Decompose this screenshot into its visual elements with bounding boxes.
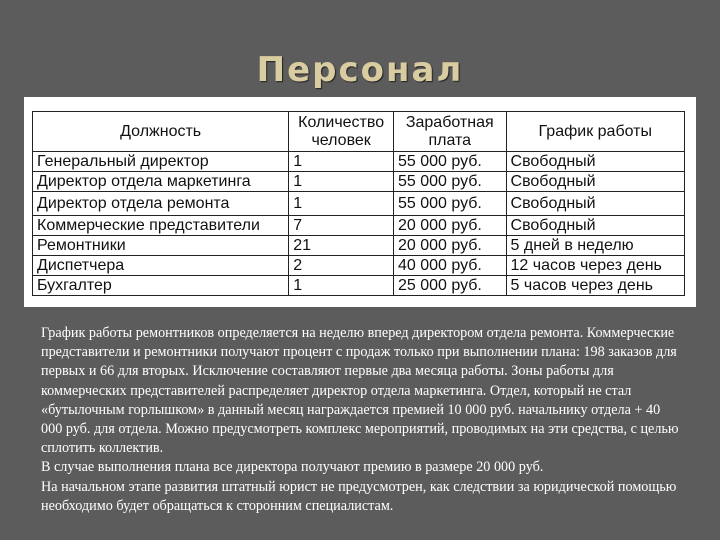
cell-schedule: Свободный [506, 172, 684, 192]
staff-table-panel [24, 97, 696, 307]
cell-salary: 20 000 руб. [393, 236, 506, 256]
header-salary: Заработная плата [393, 112, 506, 152]
header-position: Должность [33, 112, 289, 152]
staff-table [32, 111, 685, 296]
cell-position: Директор отдела ремонта [33, 192, 289, 216]
paragraph-director-bonus: В случае выполнения плана все директора получают премию в размере 20 000 руб. [41, 459, 544, 476]
table-header-row [33, 112, 685, 152]
table-row [33, 172, 685, 192]
cell-position: Ремонтники [33, 236, 289, 256]
header-schedule: График работы [506, 112, 684, 152]
cell-salary: 25 000 руб. [393, 276, 506, 296]
cell-salary: 20 000 руб. [393, 216, 506, 236]
cell-count: 1 [289, 172, 394, 192]
table-row [33, 236, 685, 256]
table-row [33, 256, 685, 276]
cell-count: 1 [289, 192, 394, 216]
cell-count: 7 [289, 216, 394, 236]
cell-count: 1 [289, 276, 394, 296]
header-count: Количество человек [289, 112, 394, 152]
cell-schedule: 5 дней в неделю [506, 236, 684, 256]
cell-schedule: Свободный [506, 192, 684, 216]
table-row [33, 152, 685, 172]
cell-salary: 55 000 руб. [393, 192, 506, 216]
cell-schedule: 5 часов через день [506, 276, 684, 296]
cell-position: Бухгалтер [33, 276, 289, 296]
cell-position: Коммерческие представители [33, 216, 289, 236]
cell-count: 2 [289, 256, 394, 276]
slide-body-text [41, 324, 681, 516]
cell-position: Генеральный директор [33, 152, 289, 172]
cell-salary: 40 000 руб. [393, 256, 506, 276]
paragraph-legal: На начальном этапе развития штатный юрист не предусмотрен, как следствии за юридической помощью необходимо будет обращаться к сторонним специалистам. [41, 478, 677, 514]
cell-schedule: Свободный [506, 216, 684, 236]
table-row [33, 192, 685, 216]
cell-salary: 55 000 руб. [393, 172, 506, 192]
cell-schedule: Свободный [506, 152, 684, 172]
cell-count: 21 [289, 236, 394, 256]
cell-schedule: 12 часов через день [506, 256, 684, 276]
cell-salary: 55 000 руб. [393, 152, 506, 172]
cell-count: 1 [289, 152, 394, 172]
slide-title: Персонал [256, 50, 464, 90]
table-row [33, 216, 685, 236]
table-row [33, 276, 685, 296]
cell-position: Директор отдела маркетинга [33, 172, 289, 192]
paragraph-schedule-bonuses: График работы ремонтников определяется на неделю вперед директором отдела ремонта. Коммерческие представители и ремонтники получают процент с продаж только при выполнении плана: 198 заказов для первых и 66 для вторых. Исключение составляют первые два месяца работы. Зоны работы для коммерческих представителей распределяет директор отдела маркетинга. Отдел, который не стал «бутылочным горлышком» в данный месяц награждается премией 10 000 руб. начальнику отдела + 40 000 руб. для отдела. Можно предусмотреть комплекс мероприятий, проводимых на эти средства, с целью сплотить коллектив. [41, 325, 679, 457]
cell-position: Диспетчера [33, 256, 289, 276]
